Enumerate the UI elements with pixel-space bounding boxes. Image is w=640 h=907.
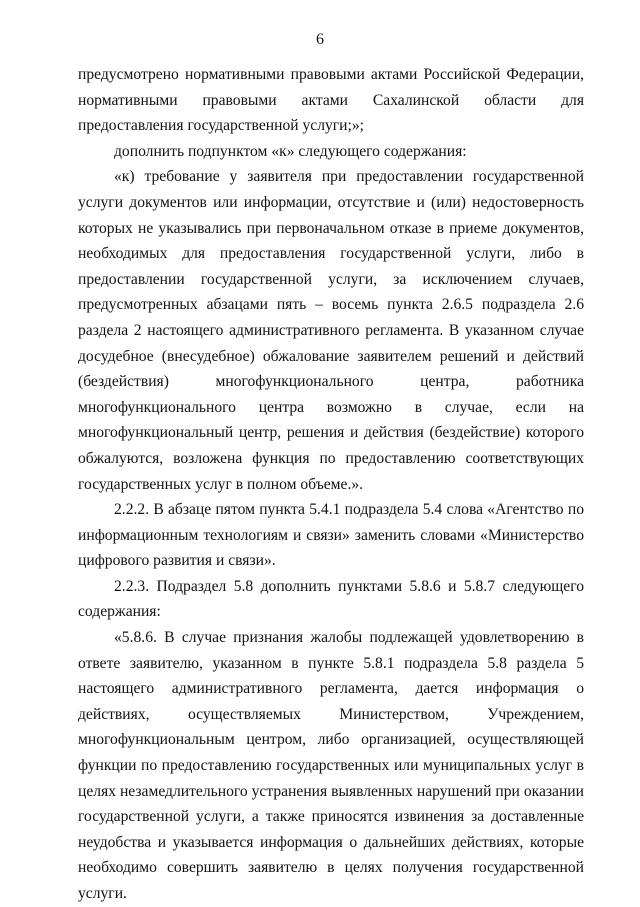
paragraph-item-5-8-6: «5.8.6. В случае признания жалобы подлежащей удовлетворению в ответе заявителю, указанном в пункте 5.8.1 подраздела 5.8 раздела 5 настоящего административного регламента, дается информация о действиях, осуществляемых Министерством, Учреждением, многофункциональным центром, либо организацией, осуществляющей функции по предоставлению государственных или муниципальных услуг в целях незамедлительного устранения выявленных нарушений при оказании государственной услуги, а также приносятся извинения за доставленные неудобства и указывается информация о дальнейших действиях, которые необходимо совершить заявителю в целях получения государственной услуги.: [78, 629, 584, 902]
paragraph-continuation: предусмотрено нормативными правовыми актами Российской Федерации, нормативными правовыми актами Сахалинской области для предоставления государственной услуги;»;: [78, 66, 584, 135]
paragraph-add-subitem-k: дополнить подпунктом «к» следующего содержания:: [114, 142, 467, 160]
paragraph-item-2-2-3: 2.2.3. Подраздел 5.8 дополнить пунктами 5.8.6 и 5.8.7 следующего содержания:: [78, 577, 584, 621]
paragraph-subitem-k: «к) требование у заявителя при предоставлении государственной услуги документов или информации, отсутствие и (или) недостоверность которых не указывались при первоначальном отказе в приеме документов, необходимых для предоставления государственной услуги, либо в предоставлении государственной услуги, за исключением случаев, предусмотренных абзацами пять – восемь пункта 2.6.5 подраздела 2.6 раздела 2 настоящего административного регламента. В указанном случае досудебное (внесудебное) обжалование заявителем решений и действий (бездействия) многофункционального центра, работника многофункционального центра возможно в случае, если на многофункциональный центр, решения и действия (бездействие) которого обжалуются, возложена функция по предоставлению соответствующих государственных услуг в полном объеме.».: [78, 168, 584, 493]
document-body: [78, 62, 584, 907]
page-number: 6: [316, 31, 324, 48]
paragraph-item-2-2-2: 2.2.2. В абзаце пятом пункта 5.4.1 подраздела 5.4 слова «Агентство по информационным технологиям и связи» заменить словами «Министерство цифрового развития и связи».: [78, 501, 584, 570]
